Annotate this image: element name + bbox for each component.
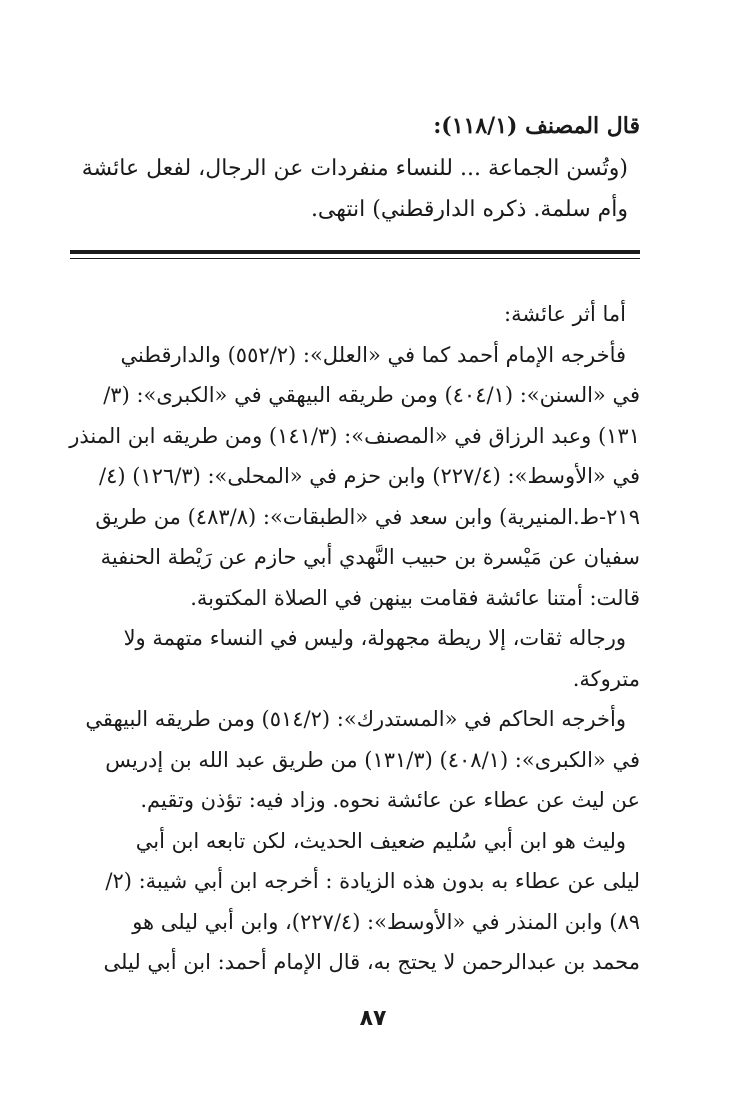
section-divider: [70, 250, 640, 264]
body-line: أما أثر عائشة:: [504, 302, 626, 326]
quoted-text: [68, 148, 640, 230]
body-line: في «السنن»: (٤٠٤/١) ومن طريقه البيهقي في «الكبرى»: (٣/: [103, 383, 640, 407]
body-line: محمد بن عبدالرحمن لا يحتج به، قال الإمام أحمد: ابن أبي ليلى: [103, 950, 640, 974]
section-heading: قال المصنف (١١٨/١):: [433, 113, 640, 139]
body-line: ورجاله ثقات، إلا ريطة مجهولة، وليس في النساء متهمة ولا: [123, 626, 626, 650]
body-line: ٨٩) وابن المنذر في «الأوسط»: (٢٢٧/٤)، وابن أبي ليلى هو: [132, 909, 640, 934]
body-line: ١٣١) وعبد الرزاق في «المصنف»: (١٤١/٣) ومن طريقه ابن المنذر: [69, 423, 640, 448]
body-line: فأخرجه الإمام أحمد كما في «العلل»: (٥٥٢/٢) والدارقطني: [120, 342, 626, 367]
body-line: متروكة.: [572, 666, 640, 691]
page-number: ٨٧: [359, 1006, 387, 1031]
quote-line: وأم سلمة. ذكره الدارقطني) انتهى.: [310, 197, 628, 222]
page: [68, 100, 640, 1060]
divider-thin-rule: [70, 258, 640, 259]
body-line: في «الأوسط»: (٢٢٧/٤) وابن حزم في «المحلى»: (١٢٦/٣) (٤/: [98, 464, 640, 488]
body-line: قالت: أمتنا عائشة فقامت بينهن في الصلاة المكتوبة.: [190, 585, 640, 610]
body-line: في «الكبرى»: (٤٠٨/١) (١٣١/٣) من طريق عبد الله بن إدريس: [105, 747, 640, 772]
body-line: سفيان عن مَيْسرة بن حبيب النَّهدي أبي حازم عن رَيْطة الحنفية: [100, 545, 640, 569]
body-line: ليلى عن عطاء به بدون هذه الزيادة : أخرجه ابن أبي شيبة: (٢/: [105, 869, 640, 893]
quote-line: (وتُسن الجماعة ... للنساء منفردات عن الرجال، لفعل عائشة: [81, 156, 628, 181]
body-line: ٢١٩-ط.المنيرية) وابن سعد في «الطبقات»: (٤٨٣/٨) من طريق: [95, 504, 640, 529]
body-line: وأخرجه الحاكم في «المستدرك»: (٥١٤/٢) ومن طريقه البيهقي: [85, 707, 626, 731]
body-line: وليث هو ابن أبي سُليم ضعيف الحديث، لكن تابعه ابن أبي: [135, 828, 626, 853]
body-text: [68, 294, 640, 983]
body-line: عن ليث عن عطاء عن عائشة نحوه. وزاد فيه: تؤذن وتقيم.: [140, 788, 640, 812]
divider-thick-rule: [70, 250, 640, 254]
